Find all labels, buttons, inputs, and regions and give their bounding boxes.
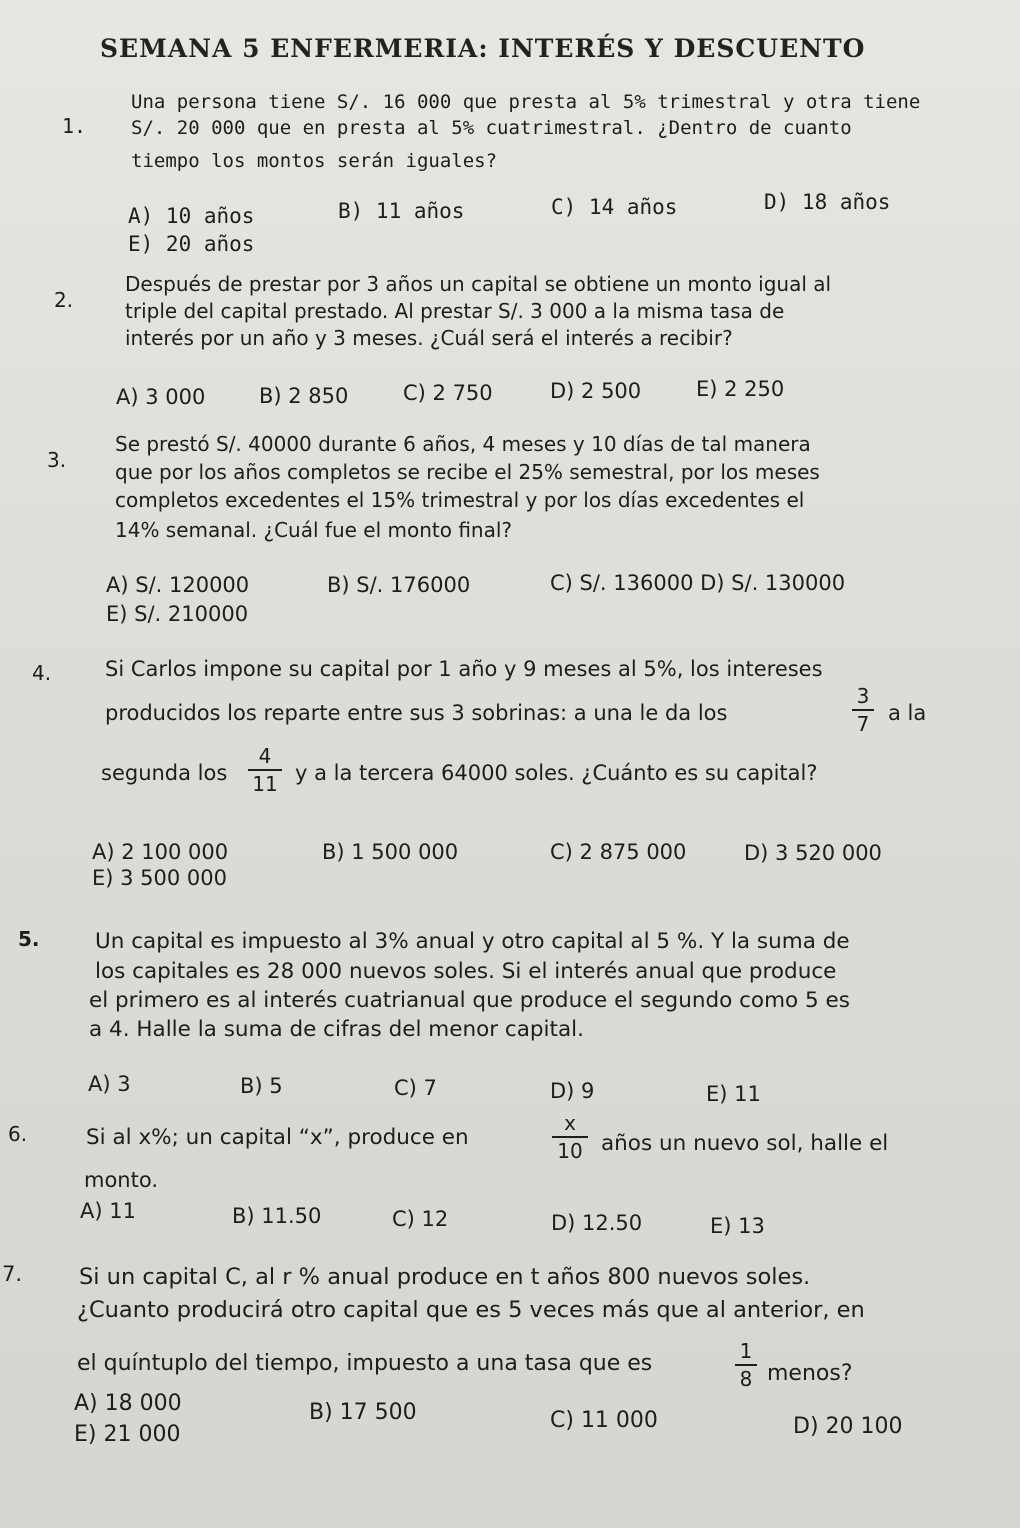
option-b[interactable]: B) 11 años [338,199,465,223]
option-c[interactable]: C) 12 [392,1207,449,1231]
fraction-bar [552,1136,588,1138]
question-text-line: S/. 20 000 que en presta al 5% cuatrimestral. ¿Dentro de cuanto [131,117,852,139]
fraction-four-elevenths [248,745,282,795]
question-text-line: a la [888,701,927,725]
fraction-bar [248,769,282,771]
fraction-numerator: 4 [258,744,272,768]
question-text-line: y a la tercera 64000 soles. ¿Cuánto es su capital? [295,761,818,785]
question-number: 7. [2,1262,23,1286]
option-e[interactable]: E) 11 [706,1082,761,1106]
fraction-numerator: 3 [856,684,870,708]
question-text-line: Una persona tiene S/. 16 000 que presta al 5% trimestral y otra tiene [131,91,921,113]
fraction-x-tenths [552,1112,588,1162]
question-text-line: los capitales es 28 000 nuevos soles. Si el interés anual que produce [95,959,837,984]
question-text-line: el primero es al interés cuatrianual que produce el segundo como 5 es [89,988,850,1013]
option-a[interactable]: A) 3 [88,1072,131,1096]
question-text-line: segunda los [101,761,228,785]
fraction-denominator: 7 [856,712,870,736]
option-d[interactable]: D) 18 años [764,190,891,214]
question-text-line: 14% semanal. ¿Cuál fue el monto final? [115,518,513,542]
question-text-line: triple del capital prestado. Al prestar S/. 3 000 a la misma tasa de [125,299,785,323]
option-d[interactable]: D) 9 [550,1079,595,1103]
option-b[interactable]: B) 2 850 [259,384,349,408]
fraction-bar [852,709,874,711]
question-text-line: Si un capital C, al r % anual produce en t años 800 nuevos soles. [79,1264,811,1290]
fraction-denominator: 11 [252,772,278,796]
question-text-line: interés por un año y 3 meses. ¿Cuál será el interés a recibir? [125,326,733,350]
question-text-line: ¿Cuanto producirá otro capital que es 5 veces más que al anterior, en [77,1297,865,1323]
option-b[interactable]: B) 11.50 [232,1204,322,1228]
option-d[interactable]: D) 20 100 [793,1414,903,1439]
option-e[interactable]: E) 13 [710,1214,765,1238]
option-e[interactable]: E) 3 500 000 [92,866,228,890]
option-c[interactable]: C) 2 875 000 [550,840,687,864]
question-number: 3. [47,448,67,472]
fraction-numerator: 1 [739,1339,753,1363]
question-text-line: que por los años completos se recibe el 25% semestral, por los meses [115,460,820,484]
question-text-line: Si al x%; un capital “x”, produce en [86,1125,469,1150]
fraction-denominator: 10 [557,1139,583,1163]
question-number: 6. [8,1122,28,1146]
question-text-line: Se prestó S/. 40000 durante 6 años, 4 meses y 10 días de tal manera [115,432,811,456]
option-d[interactable]: D) 2 500 [550,379,642,403]
option-c[interactable]: C) 2 750 [403,381,493,405]
option-c[interactable]: C) 11 000 [550,1408,658,1433]
option-a[interactable]: A) 2 100 000 [92,840,229,864]
option-e[interactable]: E) 2 250 [696,377,785,401]
option-e[interactable]: E) 20 años [128,232,255,256]
fraction-numerator: x [564,1111,576,1135]
option-a[interactable]: A) S/. 120000 [106,573,250,597]
option-e[interactable]: E) S/. 210000 [106,602,249,626]
option-c-d[interactable]: C) S/. 136000 D) S/. 130000 [550,571,846,595]
question-text-line: años un nuevo sol, halle el [601,1131,889,1156]
option-a[interactable]: A) 3 000 [116,385,206,409]
question-text-line: producidos los reparte entre sus 3 sobrinas: a una le da los [105,701,728,725]
option-b[interactable]: B) S/. 176000 [327,573,471,597]
question-text-line: Si Carlos impone su capital por 1 año y 9 meses al 5%, los intereses [105,657,823,681]
question-text-line: monto. [84,1168,159,1192]
question-text-line: completos excedentes el 15% trimestral y por los días excedentes el [115,488,805,512]
question-number: 5. [18,927,40,951]
question-text-line: el quíntuplo del tiempo, impuesto a una tasa que es [77,1351,653,1376]
question-number: 1. [62,114,87,138]
option-e[interactable]: E) 21 000 [74,1422,181,1447]
page-title: SEMANA 5 ENFERMERIA: INTERÉS Y DESCUENTO [100,34,866,63]
option-b[interactable]: B) 5 [240,1074,283,1098]
question-number: 2. [54,288,74,312]
fraction-one-eighth [735,1340,757,1390]
fraction-denominator: 8 [739,1367,753,1391]
question-text-line: a 4. Halle la suma de cifras del menor capital. [89,1017,584,1042]
option-d[interactable]: D) 12.50 [551,1211,643,1235]
option-d[interactable]: D) 3 520 000 [744,841,882,865]
question-text-line: Un capital es impuesto al 3% anual y otro capital al 5 %. Y la suma de [95,929,850,954]
option-b[interactable]: B) 1 500 000 [322,840,459,864]
option-a[interactable]: A) 10 años [128,204,255,228]
question-number: 4. [32,661,52,685]
question-text-line: tiempo los montos serán iguales? [131,150,498,172]
option-a[interactable]: A) 18 000 [74,1391,182,1416]
option-b[interactable]: B) 17 500 [309,1400,417,1425]
fraction-three-sevenths [852,685,874,735]
question-text-line: Después de prestar por 3 años un capital se obtiene un monto igual al [125,272,832,296]
option-a[interactable]: A) 11 [80,1199,136,1223]
option-c[interactable]: C) 14 años [551,195,678,219]
question-text-line: menos? [767,1361,853,1386]
fraction-bar [735,1364,757,1366]
option-c[interactable]: C) 7 [394,1076,437,1100]
